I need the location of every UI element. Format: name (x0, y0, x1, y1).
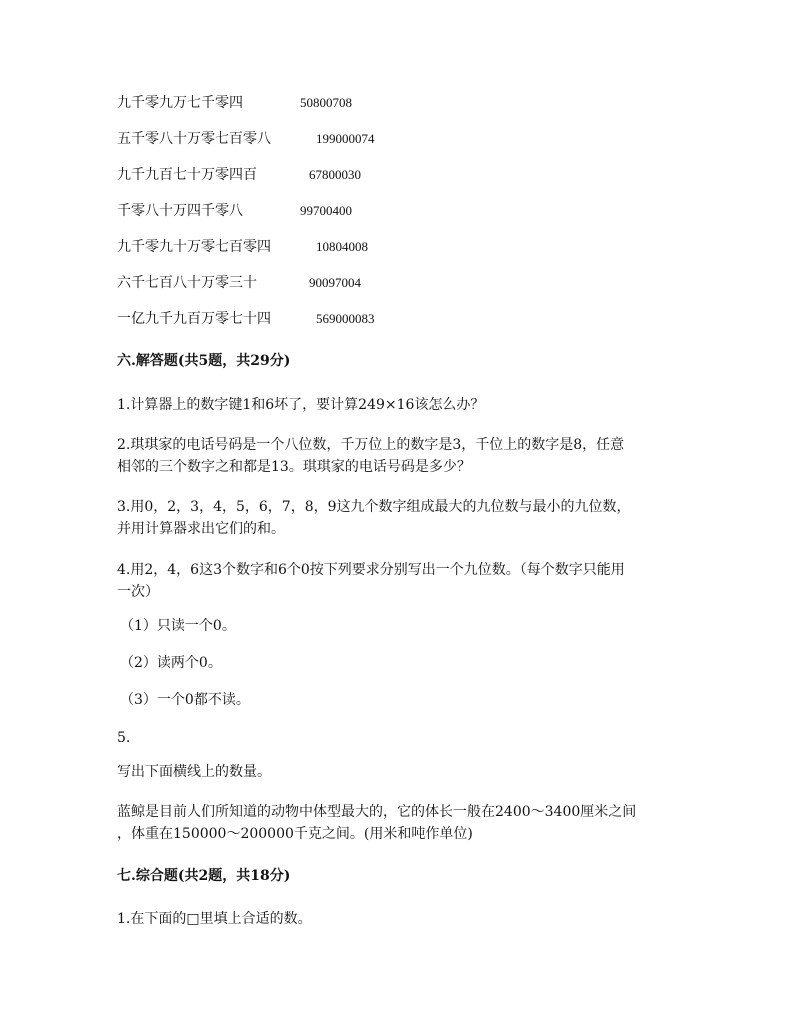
question-6-5-number: 5. (117, 730, 131, 746)
pair-number-6: 90097004 (309, 275, 361, 290)
pair-words-5: 九千零九十万零七百零四 (117, 239, 271, 255)
question-6-2-line-1: 2.琪琪家的电话号码是一个八位数，千万位上的数字是3，千位上的数字是8，任意 (117, 437, 625, 453)
pair-words-4: 千零八十万四千零八 (117, 203, 243, 219)
pair-words-1: 九千零九万七千零四 (117, 95, 243, 111)
pair-number-4: 99700400 (300, 203, 352, 218)
question-6-4-part-1: （1）只读一个0。 (120, 618, 236, 634)
question-6-4-part-3: （3）一个0都不读。 (120, 692, 250, 708)
pair-words-6: 六千七百八十万零三十 (117, 275, 257, 291)
question-6-1: 1.计算器上的数字键1和6坏了，要计算249×16该怎么办？ (117, 397, 485, 413)
pair-number-7: 569000083 (316, 311, 375, 326)
pair-number-3: 67800030 (309, 167, 361, 182)
pair-words-7: 一亿九千九百万零七十四 (117, 311, 271, 327)
pair-number-5: 10804008 (316, 239, 368, 254)
question-6-3-line-2: 并用计算器求出它们的和。 (117, 521, 285, 537)
question-6-5-text-line-1: 蓝鲸是目前人们所知道的动物中体型最大的，它的体长一般在2400～3400厘米之间 (117, 804, 637, 820)
question-6-4-part-2: （2）读两个0。 (120, 655, 222, 671)
question-6-5-instruction: 写出下面横线上的数量。 (117, 764, 271, 780)
question-6-4-line-2: 一次） (117, 584, 159, 600)
question-6-4-line-1: 4.用2，4，6这3个数字和6个0按下列要求分别写出一个九位数。（每个数字只能用 (117, 562, 625, 578)
question-6-3-line-1: 3.用0，2，3，4，5，6，7，8，9这九个数字组成最大的九位数与最小的九位数， (117, 499, 631, 515)
section-6-heading: 六.解答题(共5题，共29分) (117, 353, 291, 369)
question-7-1: 1.在下面的□里填上合适的数。 (117, 911, 312, 927)
question-6-5-text-line-2: ，体重在150000～200000千克之间。(用米和吨作单位) (117, 826, 473, 842)
pair-words-3: 九千九百七十万零四百 (117, 167, 257, 183)
section-7-heading: 七.综合题(共2题，共18分) (117, 868, 291, 884)
pair-number-2: 199000074 (316, 131, 375, 146)
pair-number-1: 50800708 (300, 95, 352, 110)
pair-words-2: 五千零八十万零七百零八 (117, 131, 271, 147)
question-6-2-line-2: 相邻的三个数字之和都是13。琪琪家的电话号码是多少？ (117, 459, 471, 475)
